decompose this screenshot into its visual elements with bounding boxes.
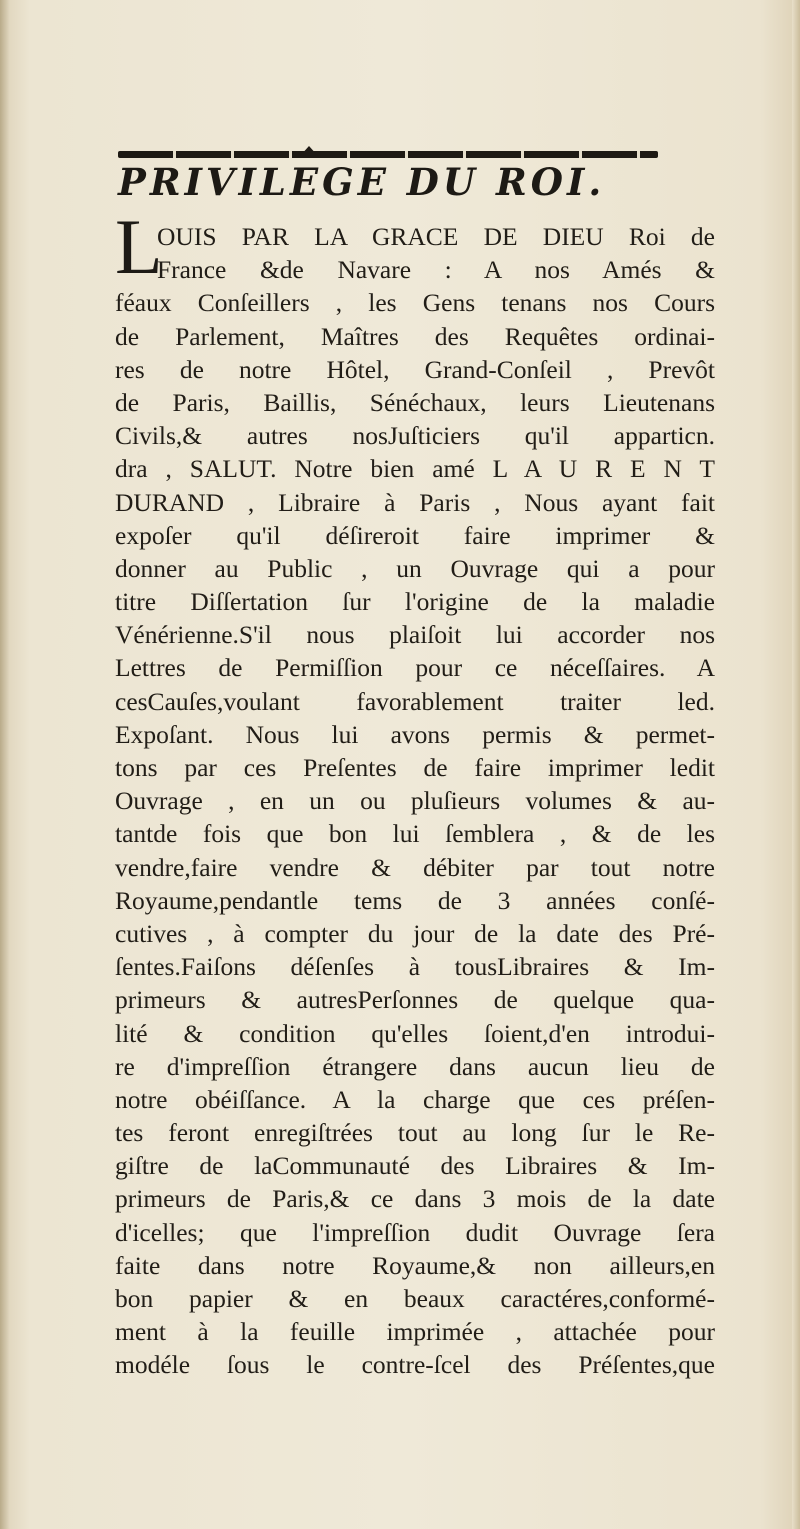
text-line: ſentes.Faiſons déſenſes à tousLibraires & Im- <box>115 952 715 982</box>
page-gutter <box>0 0 10 1529</box>
text-line: OUIS PAR LA GRACE DE DIEU Roi de <box>157 222 715 251</box>
text-line: Lettres de Permiſſion pour ce néceſſaires. A <box>115 653 715 683</box>
text-line: DURAND , Libraire à Paris , Nous ayant fait <box>115 487 715 517</box>
page-title: PRIVILEGE DU ROI. <box>118 160 606 204</box>
text-line: de Parlement, Maîtres des Requêtes ordinai- <box>115 321 715 351</box>
text-line: faite dans notre Royaume,& non ailleurs,en <box>115 1250 715 1280</box>
drop-cap: L <box>115 203 163 290</box>
text-line: d'icelles; que l'impreſſion dudit Ouvrage ſera <box>115 1217 715 1247</box>
page-edge <box>792 0 800 1529</box>
text-line: France &de Navare : A nos Amés & <box>157 255 715 285</box>
text-line: bon papier & en beaux caractéres,conformé- <box>115 1284 715 1313</box>
text-line: lité & condition qu'elles ſoient,d'en introdui- <box>115 1018 715 1048</box>
text-line: Royaume,pendantle tems de 3 années conſé- <box>115 885 715 915</box>
text-line: primeurs & autresPerſonnes de quelque qua- <box>115 985 715 1015</box>
text-line: donner au Public , un Ouvrage qui a pour <box>115 553 715 583</box>
text-line: notre obéiſſance. A la charge que ces préſen- <box>115 1084 715 1114</box>
text-line: giſtre de laCommunauté des Libraires & Im- <box>115 1151 715 1181</box>
text-line: tons par ces Preſentes de faire imprimer ledit <box>115 753 715 782</box>
text-line: dra , SALUT. Notre bien amé L A U R E N T <box>115 454 715 484</box>
text-line: ment à la feuille imprimée , attachée pour <box>115 1317 715 1347</box>
text-line: cesCauſes,voulant favorablement traiter led. <box>115 686 715 716</box>
text-line: expoſer qu'il déſireroit faire imprimer & <box>115 520 715 550</box>
privilege-body-text <box>115 220 715 1382</box>
text-line: Ouvrage , en un ou pluſieurs volumes & au- <box>115 786 715 816</box>
text-line: tantde fois que bon lui ſemblera , & de les <box>115 819 715 849</box>
text-line: vendre,faire vendre & débiter par tout notre <box>115 852 715 882</box>
text-line: Expoſant. Nous lui avons permis & permet- <box>115 719 715 749</box>
text-line: modéle ſous le contre-ſcel des Préſentes,que <box>115 1350 715 1380</box>
text-line: Vénérienne.S'il nous plaiſoit lui accorder nos <box>115 620 715 650</box>
text-line: Civils,& autres nosJuſticiers qu'il apparticn. <box>115 421 715 451</box>
text-line: féaux Conſeillers , les Gens tenans nos Cours <box>115 288 715 318</box>
text-line: re d'impreſſion étrangere dans aucun lieu de <box>115 1051 715 1081</box>
text-line: de Paris, Baillis, Sénéchaux, leurs Lieutenans <box>115 387 715 417</box>
header-ornamental-rule <box>118 151 658 158</box>
text-line: res de notre Hôtel, Grand-Conſeil , Prevôt <box>115 354 715 384</box>
text-line: titre Diſſertation ſur l'origine de la maladie <box>115 587 715 617</box>
text-line: primeurs de Paris,& ce dans 3 mois de la date <box>115 1184 715 1214</box>
text-line: tes feront enregiſtrées tout au long ſur le Re- <box>115 1118 715 1148</box>
text-line: cutives , à compter du jour de la date des Pré- <box>115 918 715 948</box>
